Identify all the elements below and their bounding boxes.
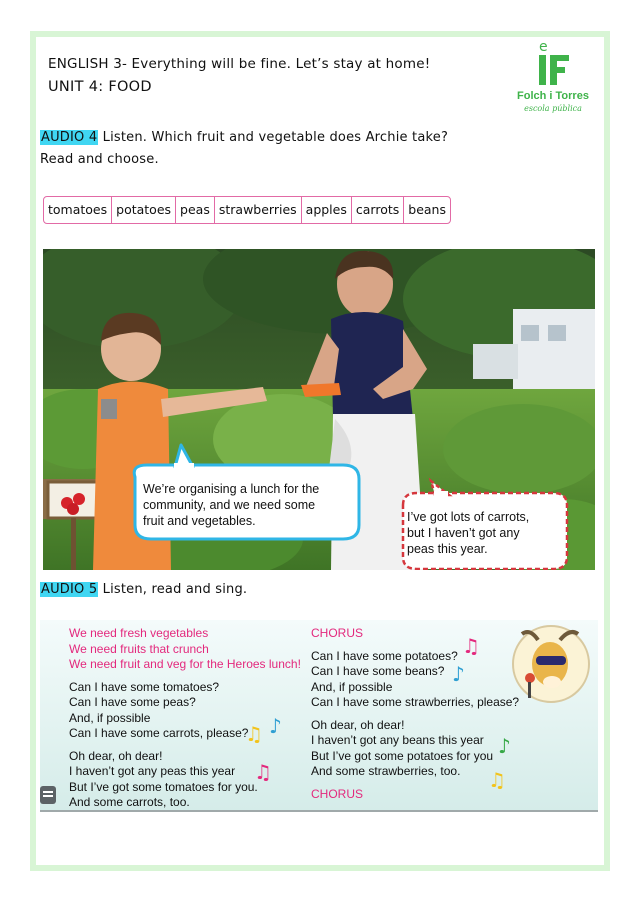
word-carrots[interactable]: carrots xyxy=(352,197,404,223)
singing-goat-icon xyxy=(508,620,594,706)
audio-player-icon[interactable] xyxy=(40,786,56,804)
carrots xyxy=(301,383,341,397)
music-note-icon: ♫ xyxy=(245,722,263,746)
logo-letter: e xyxy=(539,39,548,55)
music-note-icon: ♪ xyxy=(452,662,465,686)
song-gap xyxy=(311,711,519,718)
song-chorus-line: We need fruit and veg for the Heroes lunch! xyxy=(69,657,301,671)
school-logo-icon xyxy=(533,38,573,88)
song-line: Can I have some carrots, please? xyxy=(69,726,249,740)
word-beans[interactable]: beans xyxy=(408,202,446,217)
song-line: And, if possible xyxy=(69,710,151,725)
song-panel xyxy=(40,620,598,812)
audio5-tag[interactable]: AUDIO 5 xyxy=(41,582,98,597)
word-peas[interactable]: peas xyxy=(176,197,215,223)
bubble-right-line: peas this year. xyxy=(407,542,488,556)
word-tomatoes[interactable]: tomatoes xyxy=(44,197,112,223)
audio5-text: Listen, read and sing. xyxy=(98,582,248,597)
song-line: Oh dear, oh dear! xyxy=(311,717,405,732)
logo-name: Folch i Torres xyxy=(517,90,589,102)
word-strawberries[interactable]: strawberries xyxy=(215,197,302,223)
audio5-instruction xyxy=(40,582,247,597)
audio4-instruction-2: Read and choose. xyxy=(40,152,159,167)
unit-title: UNIT 4: FOOD xyxy=(48,79,152,95)
audio4-text: Listen. Which fruit and vegetable does Archie take? xyxy=(98,130,449,145)
music-note-icon: ♫ xyxy=(254,760,272,784)
word-potatoes[interactable]: potatoes xyxy=(112,197,176,223)
music-note-icon: ♪ xyxy=(269,714,282,738)
worksheet-title: ENGLISH 3- Everything will be fine. Let’s stay at home! xyxy=(48,56,431,72)
bubble-right-text xyxy=(407,509,529,557)
word-bank xyxy=(43,196,451,224)
bubble-left-line: We’re organising a lunch for the xyxy=(143,482,320,496)
bubble-right-line: I’ve got lots of carrots, xyxy=(407,510,530,524)
music-note-icon: ♪ xyxy=(498,734,511,758)
song-line: Can I have some strawberries, please? xyxy=(311,695,520,709)
song-line: Can I have some beans? xyxy=(311,664,445,678)
school-logo xyxy=(516,38,590,122)
song-gap xyxy=(69,673,301,680)
logo-subtitle: escola pública xyxy=(524,104,582,113)
song-line: And some strawberries, too. xyxy=(311,764,461,778)
bubble-left-line: community, and we need some xyxy=(143,498,316,512)
song-chorus-line: We need fruits that crunch xyxy=(69,641,209,656)
music-note-icon: ♫ xyxy=(462,634,480,658)
song-line: And, if possible xyxy=(311,679,393,694)
caravan xyxy=(513,309,595,389)
song-line: And some carrots, too. xyxy=(69,795,190,809)
song-line: I haven’t got any beans this year xyxy=(311,733,484,747)
bubble-left-text xyxy=(143,481,319,529)
song-gap xyxy=(69,742,301,749)
song-line: I haven’t got any peas this year xyxy=(69,764,236,778)
song-line: But I’ve got some tomatoes for you. xyxy=(69,779,258,794)
audio4-instruction xyxy=(40,130,448,145)
song-line: But I’ve got some potatoes for you xyxy=(311,748,494,763)
bubble-right-line: but I haven’t got any xyxy=(407,526,520,540)
song-line: Can I have some potatoes? xyxy=(311,648,458,663)
word-apples[interactable]: apples xyxy=(302,197,352,223)
song-chorus-line: CHORUS xyxy=(311,786,364,801)
audio4-tag[interactable]: AUDIO 4 xyxy=(41,130,98,145)
song-gap xyxy=(311,642,519,649)
song-line: Oh dear, oh dear! xyxy=(69,748,163,763)
song-chorus-line: CHORUS xyxy=(311,626,364,640)
music-note-icon: ♫ xyxy=(488,768,506,792)
garden-photo xyxy=(43,249,595,570)
bubble-left-line: fruit and vegetables. xyxy=(143,514,256,528)
song-line: Can I have some peas? xyxy=(69,695,196,709)
song-line: Can I have some tomatoes? xyxy=(69,679,220,694)
song-chorus-line: We need fresh vegetables xyxy=(69,626,209,640)
